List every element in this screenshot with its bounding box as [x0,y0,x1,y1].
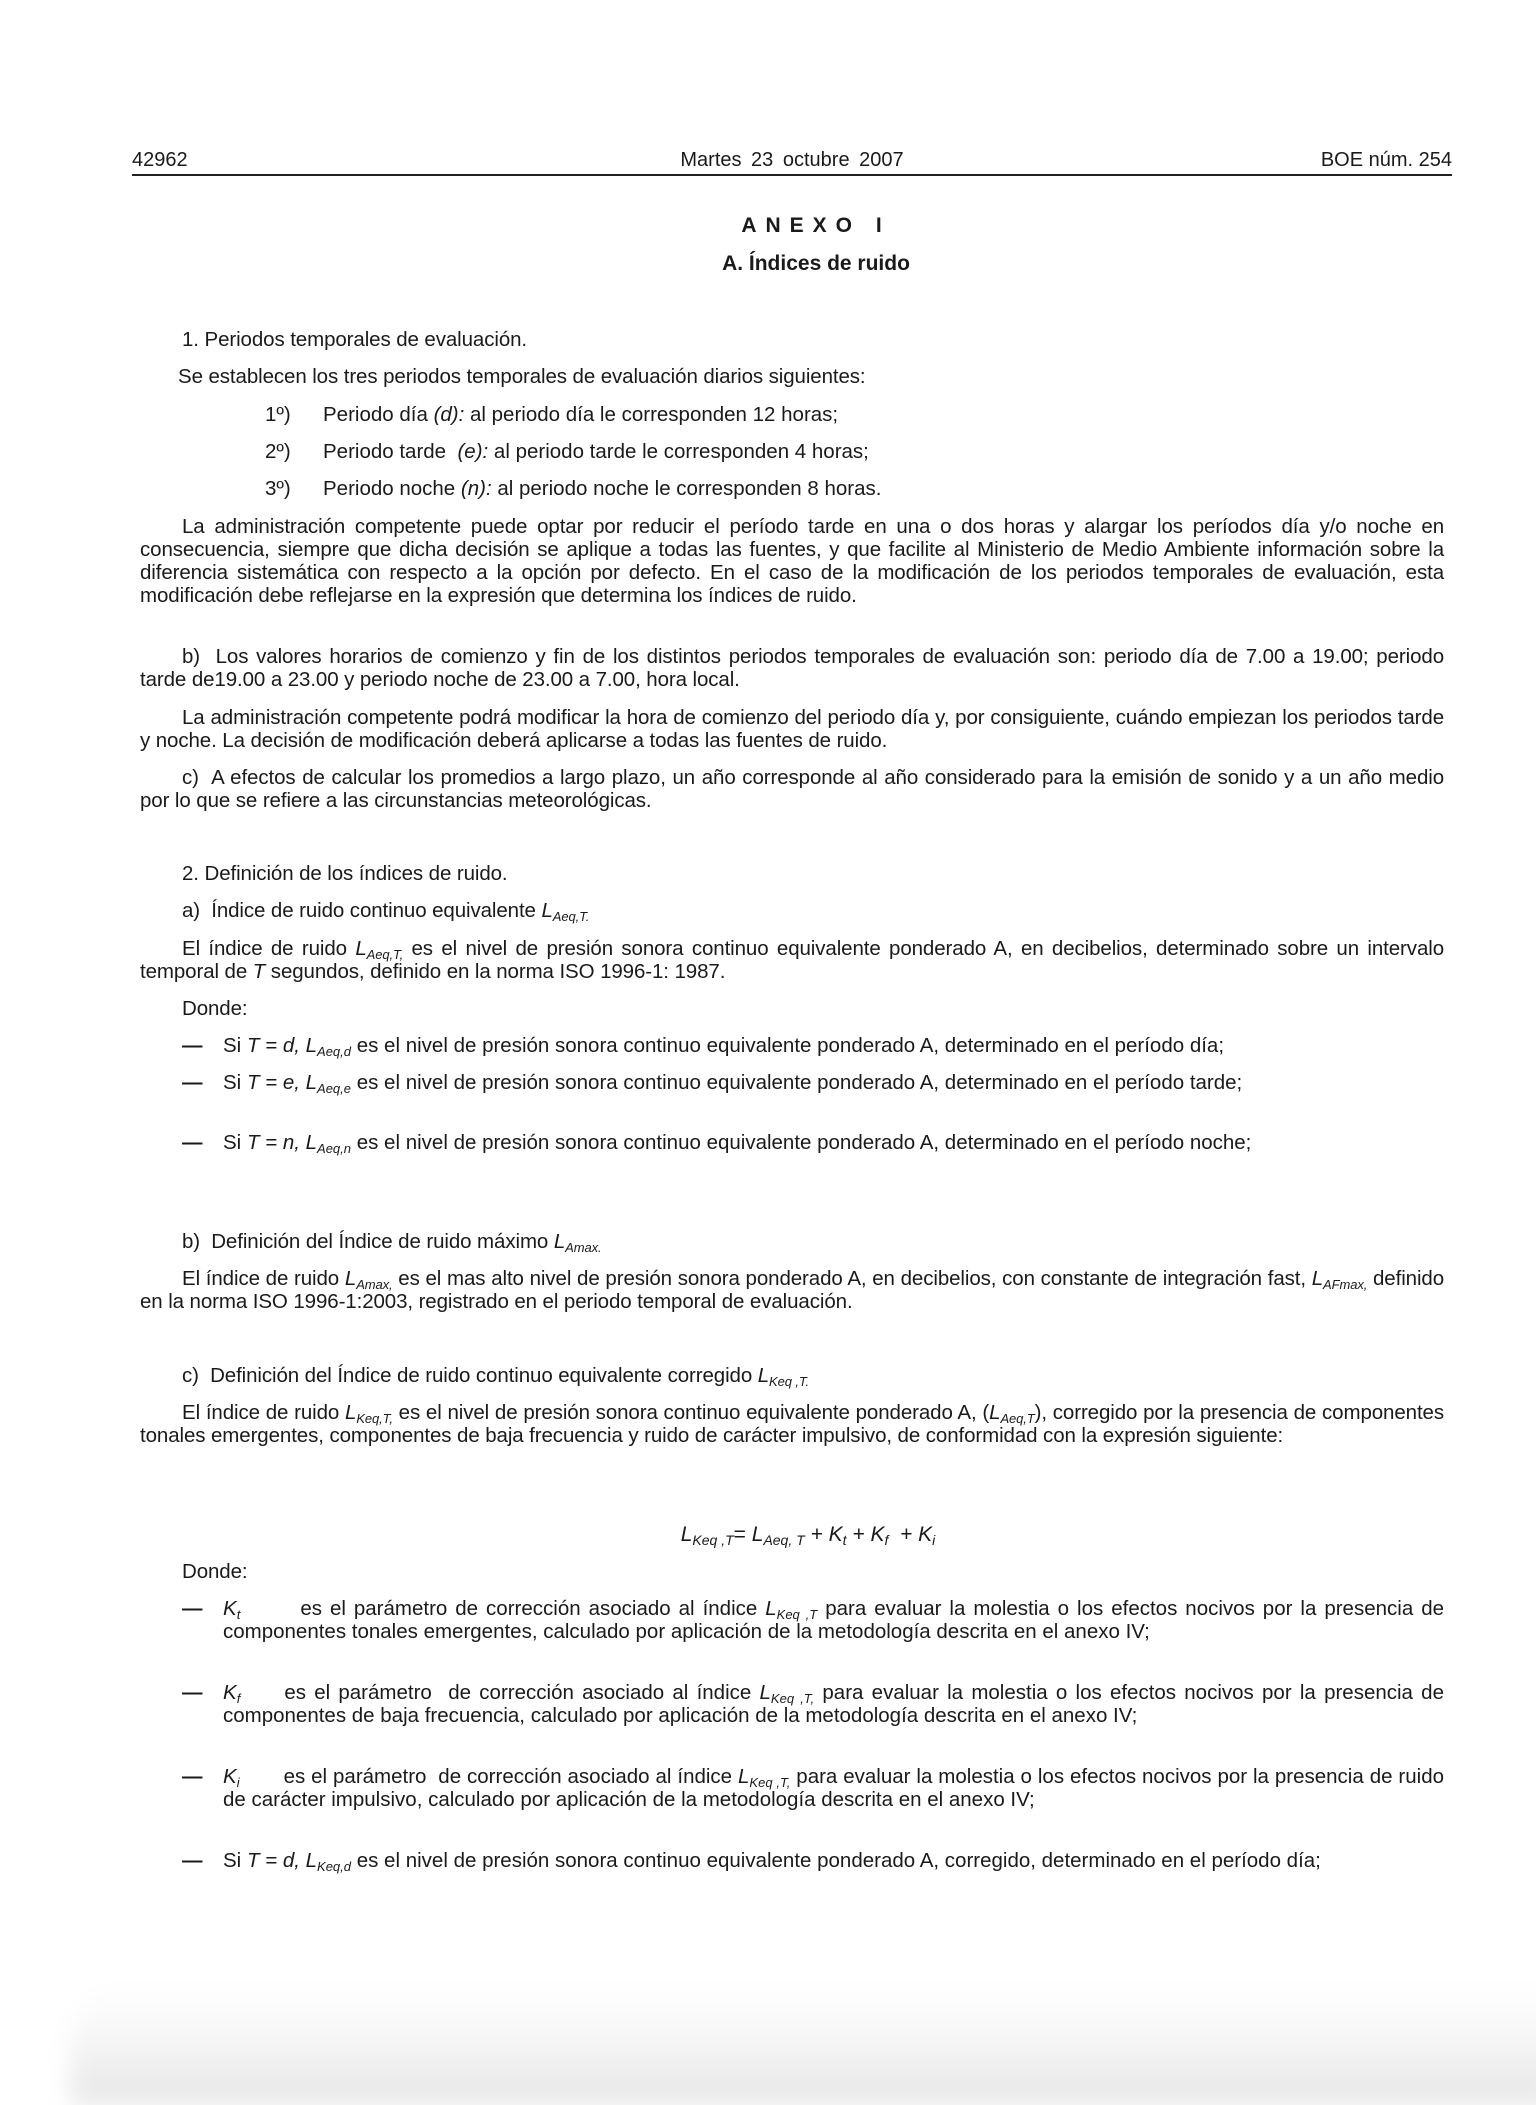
subsection-b-paragraph [140,1267,1444,1313]
formula [0,1523,1536,1547]
text: El índice de ruido [182,937,356,960]
condition: T = n, [246,1131,300,1154]
list-item [182,1597,1444,1643]
page-shadow [70,1985,1536,2105]
period-number: 2º) [265,440,291,463]
symbol-subscript: Keq ,T, [770,1691,815,1706]
symbol: K [223,1765,237,1788]
formula-term: K [828,1523,843,1546]
period-item [265,403,838,426]
heading-text: a) Índice de ruido continuo equivalente [182,899,542,922]
page-number: 42962 [132,149,188,171]
symbol: L [299,1849,318,1872]
text: es el parámetro de corrección asociado al índice [284,1681,760,1704]
period-text: al periodo tarde le corresponden 4 horas; [488,440,869,463]
symbol-subscript: Aeq,T [1000,1411,1035,1426]
section1-intro [140,365,1444,388]
text: segundos, definido en la norma ISO 1996-1: 1987. [265,960,726,983]
condition: T = d, [246,1034,300,1057]
period-item [265,477,881,500]
formula-operator: = [733,1523,752,1546]
dash-bullet: — [182,1034,203,1057]
symbol: L [299,1034,318,1057]
symbol-subscript: Amax. [565,1240,602,1255]
text: es el nivel de presión sonora continuo equivalente ponderado A, determinado en el período día; [351,1034,1225,1057]
symbol-subscript: Keq ,T [776,1607,818,1622]
paragraph-text: La administración competente podrá modificar la hora de comienzo del periodo día y, por consiguiente, cuándo empiezan los periodos tarde y noche. La decisión de modificación deberá aplicarse a todas las fuentes de ruido. [140,706,1444,752]
heading-text: c) Definición del Índice de ruido continuo equivalente corregido [182,1364,758,1387]
symbol: L [759,1681,771,1704]
text: para evaluar la molestia o los efectos nocivos por la presencia de ruido de carácter impulsivo, calculado por aplicación de la metodología descrita en el anexo IV; [223,1765,1444,1811]
intro-text: Se establecen los tres periodos temporales de evaluación diarios siguientes: [178,365,866,388]
symbol: L [541,899,553,922]
period-number: 3º) [265,477,291,500]
symbol-subscript: f [236,1691,241,1706]
symbol-subscript: Keq ,T, [749,1775,791,1790]
symbol: K [223,1597,237,1620]
text: es el nivel de presión sonora continuo equivalente ponderado A, en decibelios, determinado sobre un intervalo temporal de [140,937,1444,983]
formula-subscript: f [884,1532,889,1548]
page-header [132,146,1452,176]
period-text: al periodo día le corresponden 12 horas; [464,403,839,426]
text: es el nivel de presión sonora continuo equivalente ponderado A, determinado en el período tarde; [351,1071,1243,1094]
text: Si [223,1071,247,1094]
formula-term: K [918,1523,933,1546]
symbol: L [299,1131,318,1154]
text: para evaluar la molestia o los efectos nocivos por la presencia de componentes de baja frecuencia, calculado por aplicación de la metodología descrita en el anexo IV; [223,1681,1444,1727]
formula-term: K [870,1523,885,1546]
formula-operator: + [888,1523,919,1546]
donde-label [140,997,1444,1020]
symbol-subscript: Amax, [356,1277,393,1292]
text: El índice de ruido [182,1267,345,1290]
text: El índice de ruido [182,1401,346,1424]
period-number: 1º) [265,403,291,426]
section-title: A. Índices de ruido [722,252,910,275]
symbol-subscript: Keq,d [317,1859,352,1874]
symbol: L [989,1401,1001,1424]
period-label: Periodo noche [323,477,461,500]
symbol: L [757,1364,770,1387]
subsection-b-heading [140,1230,1444,1253]
formula-subscript: Aeq, T [763,1532,805,1548]
paragraph-b [140,645,1450,691]
text: es el nivel de presión sonora continuo equivalente ponderado A, corregido, determinado en el período día; [351,1849,1321,1872]
symbol: K [223,1681,237,1704]
symbol: L [299,1071,318,1094]
text: Si [223,1034,247,1057]
text: es el parámetro de corrección asociado al índice [300,1597,766,1620]
publication-date: Martes 23 octubre 2007 [680,149,904,171]
formula-term: L [680,1523,693,1546]
list-item [182,1034,1444,1057]
list-item [182,1765,1444,1811]
period-symbol: (n): [460,477,492,500]
condition: T = e, [246,1071,300,1094]
donde-label-2 [140,1560,1444,1583]
period-symbol: (e): [457,440,489,463]
symbol: L [345,1401,357,1424]
text: para evaluar la molestia o los efectos nocivos por la presencia de componentes tonales emergentes, calculado por aplicación de la metodología descrita en el anexo IV; [223,1597,1444,1643]
symbol-subscript: Aeq,d [317,1044,352,1059]
list-item [182,1681,1444,1727]
subsection-a-paragraph [140,937,1444,983]
dash-bullet: — [182,1849,203,1872]
symbol: L [355,937,367,960]
symbol-subscript: Aeq,n [317,1141,352,1156]
formula-subscript: t [842,1532,847,1548]
symbol: L [344,1267,357,1290]
formula-operator: + [846,1523,871,1546]
symbol-subscript: Keq ,T. [769,1374,810,1389]
symbol: L [738,1765,750,1788]
formula-term: L [751,1523,764,1546]
period-label: Periodo día [323,403,434,426]
list-item [182,1071,1444,1094]
bulletin-number: BOE núm. 254 [1320,149,1452,171]
label-text: Donde: [182,1560,248,1583]
subsection-a-heading [140,899,1444,922]
text: es el nivel de presión sonora continuo equivalente ponderado A, determinado en el período noche; [351,1131,1252,1154]
period-item [265,440,869,463]
text: ), corregido por la presencia de componentes tonales emergentes, componentes de baja frecuencia y ruido de carácter impulsivo, de conformidad con la expresión siguiente: [140,1401,1444,1447]
text: definido en la norma ISO 1996-1:2003, registrado en el periodo temporal de evaluación. [140,1267,1445,1313]
label-text: Donde: [182,997,248,1020]
subsection-c-heading [140,1364,1444,1387]
dash-bullet: — [182,1681,203,1704]
symbol-subscript: t [236,1607,241,1622]
list-item [182,1849,1444,1872]
symbol-subscript: AFmax, [1323,1277,1368,1292]
condition: T = d, [246,1849,300,1872]
section2-heading [140,862,1444,885]
symbol-subscript: i [236,1775,240,1790]
list-item [182,1131,1444,1154]
symbol: T [252,960,266,983]
formula-subscript: Keq ,T [692,1532,734,1548]
section1-heading [140,328,1444,351]
paragraph-c [140,766,1450,812]
paragraph-text: La administración competente puede optar por reducir el período tarde en una o dos horas y alargar los períodos día y/o noche en consecuencia, siempre que dicha decisión se aplique a todas las fuentes, y que facilite al Ministerio de Medio Ambiente información sobre la diferencia sistemática con respecto a la opción por defecto. En el caso de la modificación de los periodos temporales de evaluación, esta modificación debe reflejarse en la expresión que determina los índices de ruido. [140,515,1444,607]
text: Si [223,1849,247,1872]
symbol-subscript: Aeq,T, [366,947,404,962]
paragraph-text: c) A efectos de calcular los promedios a largo plazo, un año corresponde al año considerado para la emisión de sonido y a un año medio por lo que se refiere a las circunstancias meteorológicas. [140,766,1450,812]
dash-bullet: — [182,1765,203,1788]
subsection-c-paragraph [140,1401,1444,1447]
symbol-subscript: Keq,T, [356,1411,393,1426]
formula-subscript: i [932,1532,936,1548]
formula-operator: + [804,1523,829,1546]
heading-text: b) Definición del Índice de ruido máximo [182,1230,554,1253]
paragraph-text: b) Los valores horarios de comienzo y fin de los distintos periodos temporales de evaluación son: periodo día de 7.00 a 19.00; periodo tarde de19.00 a 23.00 y periodo noche de 23.00 a 7.00, hora local. [140,645,1450,691]
paragraph-admin [140,515,1444,607]
section-heading: 2. Definición de los índices de ruido. [182,862,508,885]
period-symbol: (d): [433,403,465,426]
symbol-subscript: Aeq,T. [552,909,590,924]
text: es el parámetro de corrección asociado al índice [283,1765,739,1788]
symbol: L [553,1230,566,1253]
annex-title: ANEXO I [741,214,891,237]
text: es el mas alto nivel de presión sonora ponderado A, en decibelios, con constante de integración fast, [392,1267,1312,1290]
text: es el nivel de presión sonora continuo equivalente ponderado A, ( [392,1401,990,1424]
dash-bullet: — [182,1597,203,1620]
section-heading: 1. Periodos temporales de evaluación. [182,328,528,351]
symbol: L [1311,1267,1324,1290]
text: Si [223,1131,247,1154]
dash-bullet: — [182,1071,203,1094]
symbol-subscript: Aeq,e [317,1081,352,1096]
period-text: al periodo noche le corresponden 8 horas. [491,477,882,500]
period-label: Periodo tarde [323,440,458,463]
paragraph-admin2 [140,706,1444,752]
dash-bullet: — [182,1131,203,1154]
symbol: L [765,1597,777,1620]
